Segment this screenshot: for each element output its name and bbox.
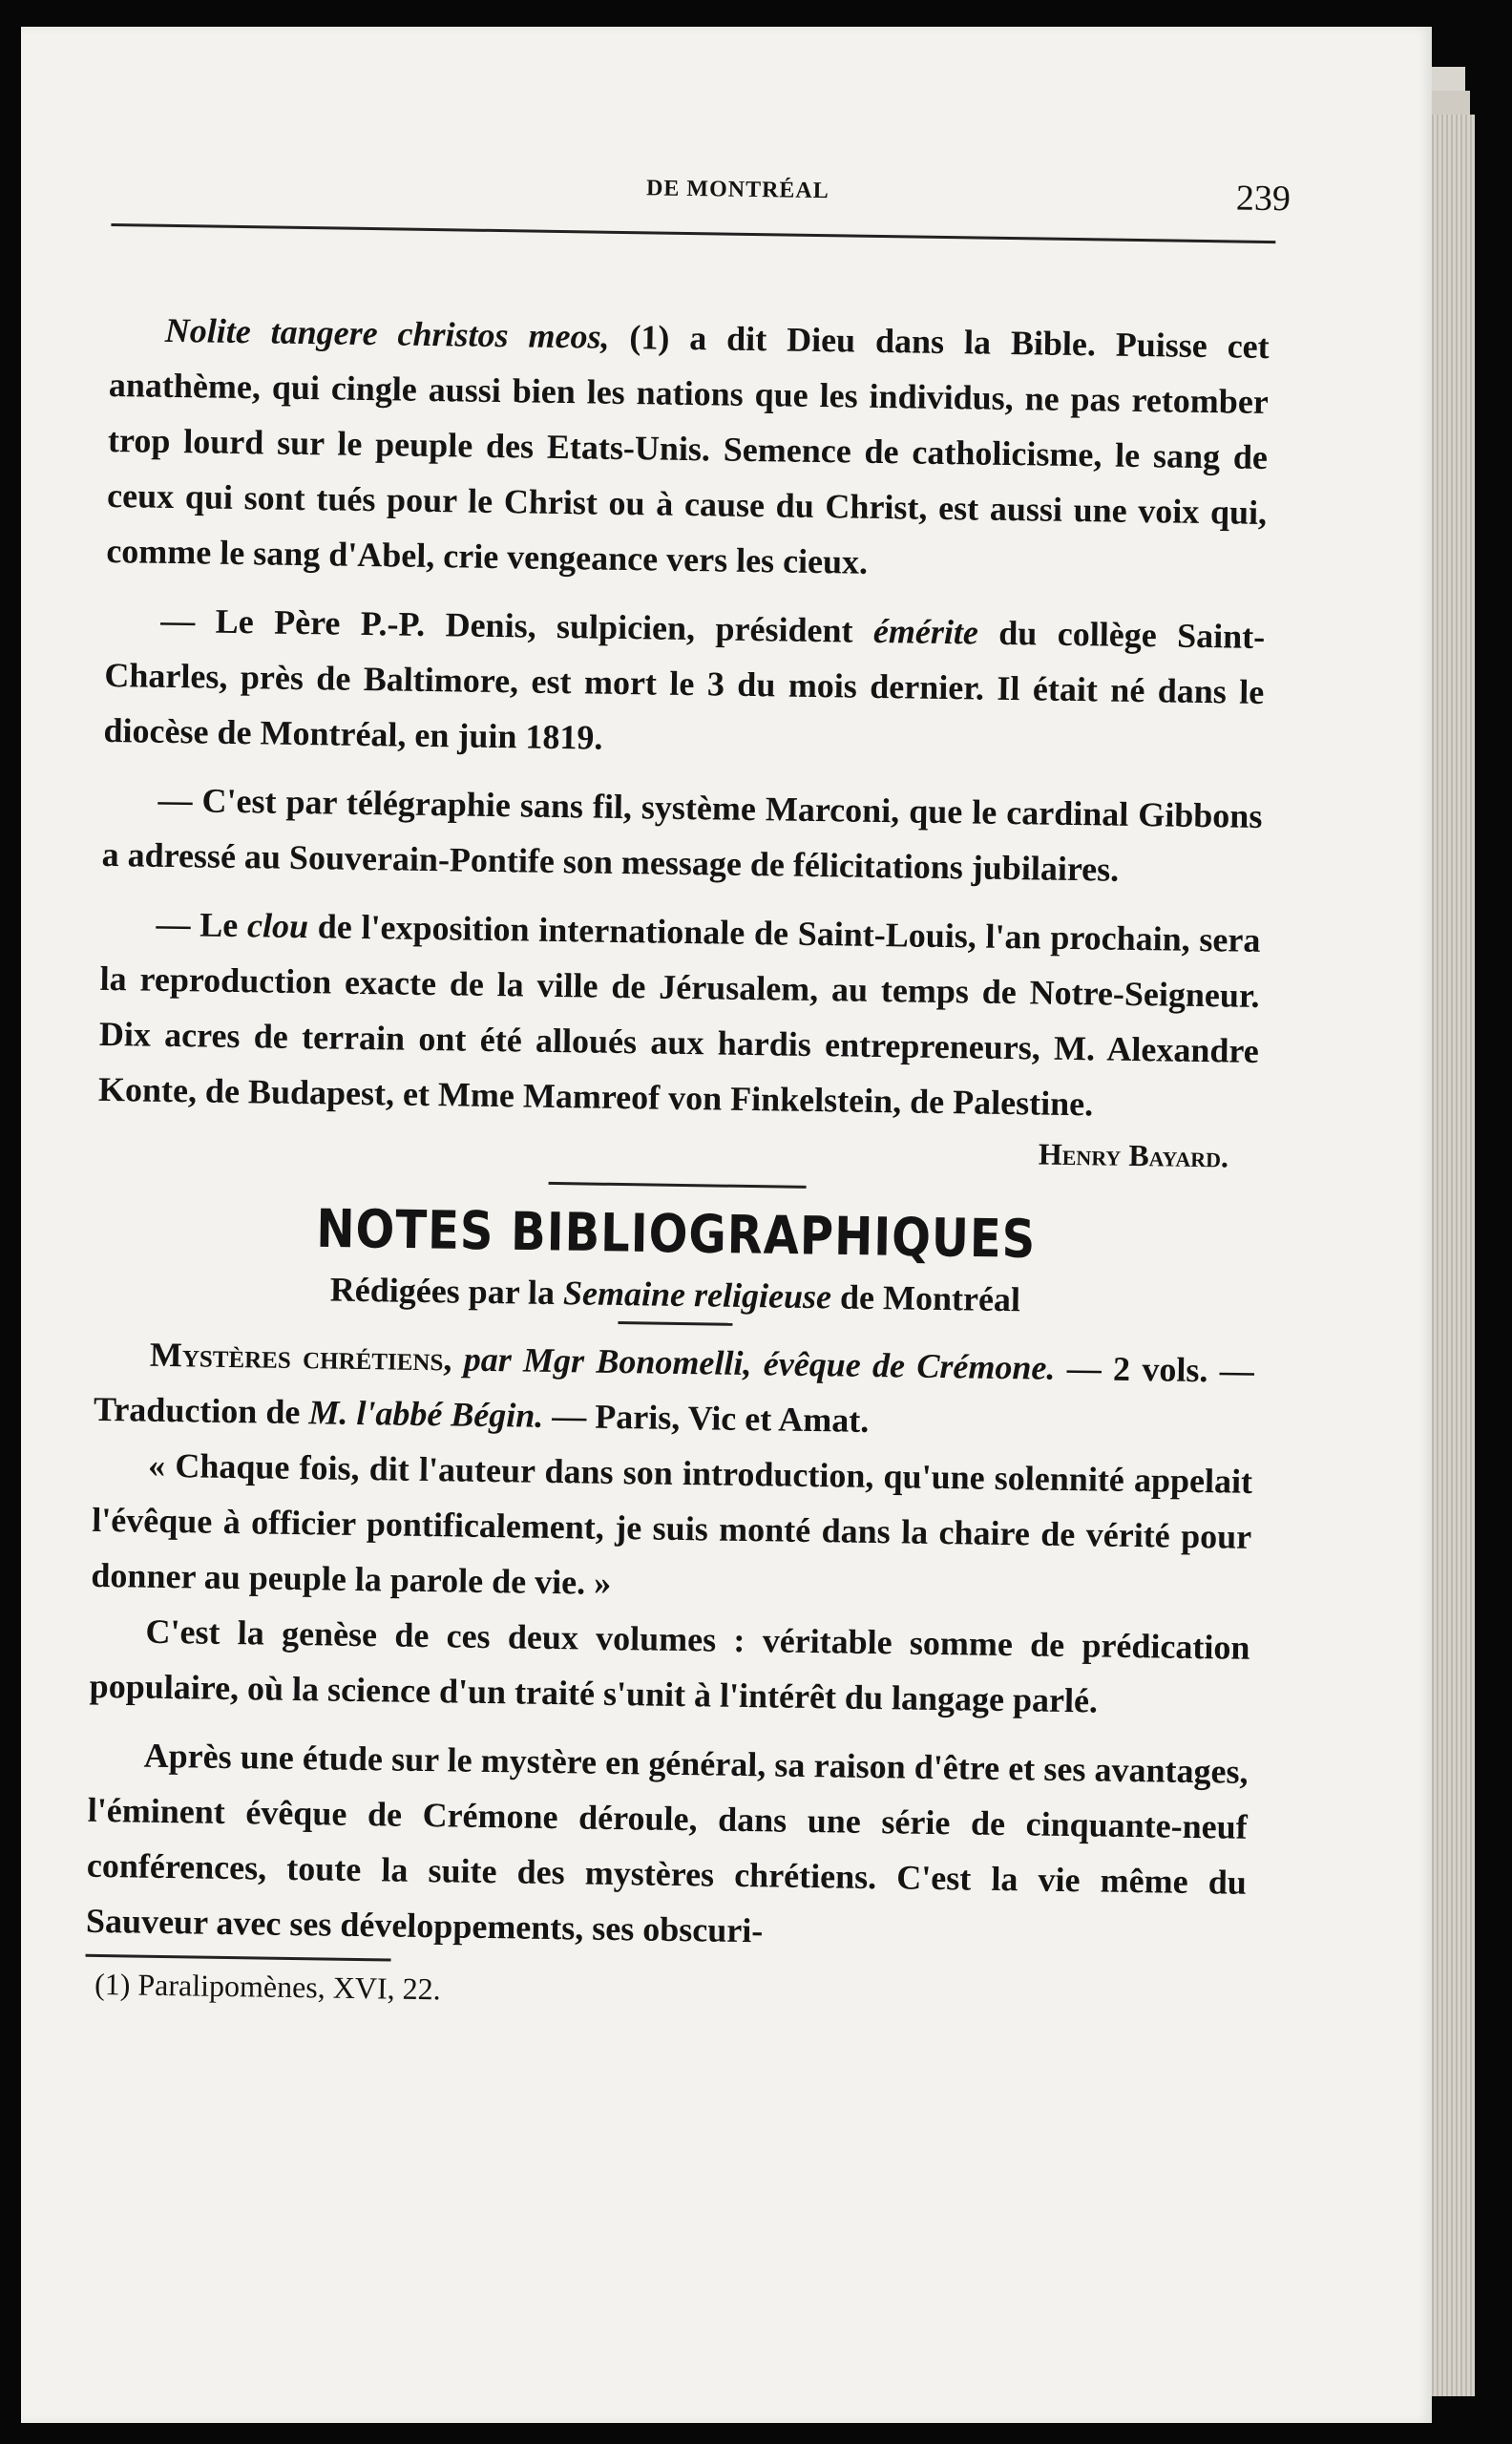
section-subtitle (95, 1266, 1255, 1323)
running-title: DE MONTRÉAL (645, 176, 830, 204)
paragraph-text: — Le (156, 904, 248, 945)
emphasis: émérite (872, 611, 979, 652)
subtitle-rule (618, 1321, 732, 1326)
page-content (85, 176, 1292, 2007)
subtitle-text: de Montréal (830, 1277, 1021, 1319)
paragraph-text: (1) a dit Dieu dans la Bible. Puisse cet anathème, qui cingle aussi bien les nations que les individus, ne pas retomber trop lourd sur le peuple des Etats-Unis. Semence de catholicisme, le sang de ceux qui sont tués pour le Christ ou à cause du Christ, est aussi une voix qui, comme le sang d'Abel, crie vengeance vers les cieux. (106, 317, 1270, 581)
page-edges-stack (1432, 115, 1475, 2396)
book-title: Mystères chrétiens, (149, 1335, 452, 1379)
page-number: 239 (1235, 178, 1292, 220)
footnote-rule (86, 1954, 391, 1962)
review-paragraph: « Chaque fois, dit l'auteur dans son introduction, qu'une solennité appelait l'évêque à officier pontificalement, je suis monté dans la chaire de vérité pour donner au peuple la parole de vie. » (91, 1445, 1253, 1602)
paragraph-text: du collège Saint-Charles, près de Baltimore, est mort le 3 du mois dernier. Il était né dans le diocèse de Montréal, en juin 1819. (103, 613, 1266, 757)
header-rule (111, 223, 1275, 243)
page-body (85, 302, 1270, 2019)
subtitle-emphasis: Semaine religieuse (562, 1274, 832, 1317)
running-head (112, 168, 1292, 223)
emphasis: clou (246, 906, 309, 946)
review-paragraph: C'est la genèse de ces deux volumes : véritable somme de prédication populaire, où la science d'un traité s'unit à l'intérêt du langage parlé. (89, 1612, 1250, 1720)
paragraph-exposition (98, 895, 1261, 1134)
author-signature: Henry Bayard. (1038, 1136, 1229, 1174)
book-page (21, 27, 1432, 2423)
book-details: — 2 vols. — Traduction de (93, 1348, 1255, 1432)
section-title: NOTES BIBLIOGRAPHIQUES (315, 1198, 1037, 1271)
paragraph-text: de l'exposition internationale de Saint-Louis, l'an prochain, sera la reproduction exacte de la ville de Jérusalem, au temps de Notre-Seigneur. Dix acres de terrain ont été alloués aux hardis entrepreneurs, M. Alexandre Konte, de Budapest, et Mme Mamreof von Finkelstein, de Palestine. (97, 907, 1261, 1124)
section-divider (548, 1182, 806, 1189)
review-paragraph: Après une étude sur le mystère en général, sa raison d'être et ses avantages, l'éminent évêque de Crémone déroule, dans une série de cinquante-neuf conférences, toute la suite des mystères chrétiens. C'est la vie même du Sauveur avec ses développements, ses obscuri- (85, 1736, 1249, 1950)
paragraph-denis (103, 592, 1265, 775)
subtitle-text: Rédigées par la (329, 1270, 564, 1313)
paragraph-marconi: — C'est par télégraphie sans fil, système Marconi, que le cardinal Gibbons a adressé au Souverain-Pontife son message de félicitations jubilaires. (101, 780, 1263, 889)
latin-quote: Nolite tangere christos meos, (164, 310, 610, 356)
footnote: (1) Paralipomènes, XVI, 22. (94, 1966, 441, 2007)
book-publisher: — Paris, Vic et Amat. (543, 1396, 870, 1440)
book-translator: M. l'abbé Bégin. (308, 1393, 544, 1435)
paragraph-nolite (106, 302, 1270, 596)
book-entry (94, 1326, 1255, 1454)
paragraph-text: — Le Père P.-P. Denis, sulpicien, président (160, 600, 874, 650)
book-author: par Mgr Bonomelli, évêque de Crémone. (452, 1339, 1056, 1387)
